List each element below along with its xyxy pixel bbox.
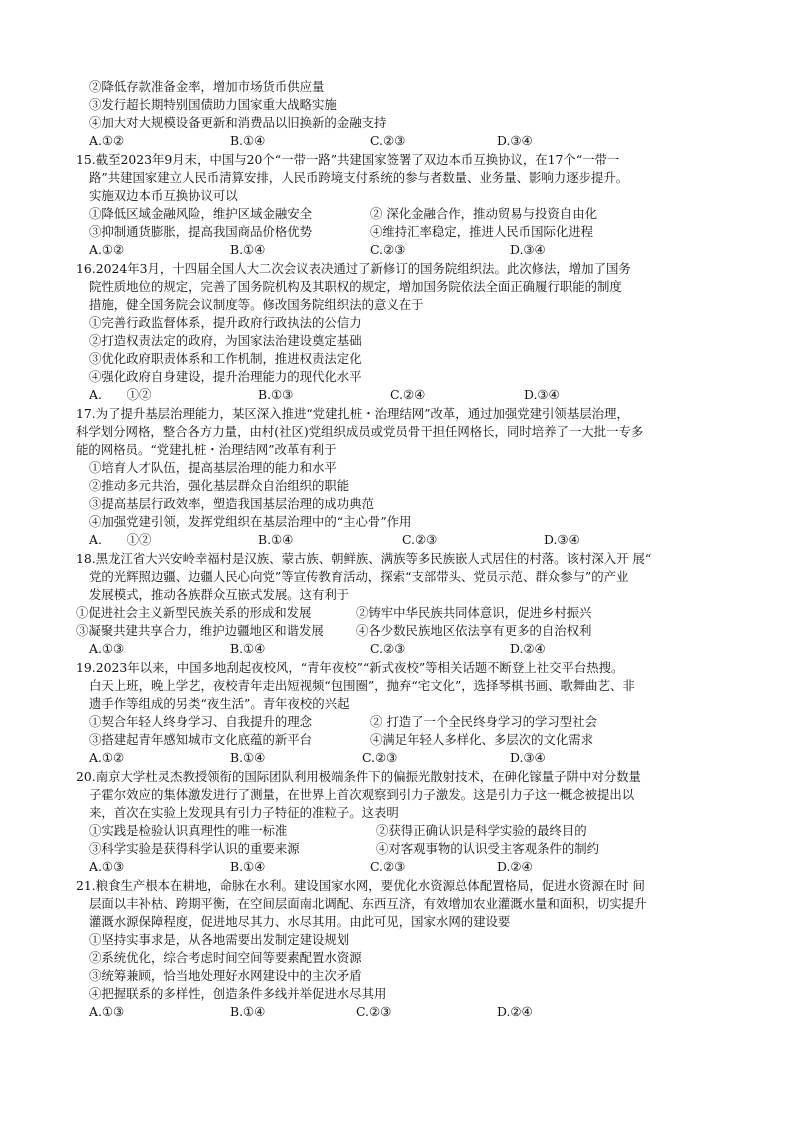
q21-statement-3: ③统筹兼顾，恰当地处理好水网建设中的主次矛盾: [89, 968, 362, 983]
q16-statement-3: ③优化政府职责体系和工作机制，推进权责法定化: [89, 351, 362, 366]
option-c: C.②③: [370, 859, 406, 874]
option-d: D.③④: [524, 387, 560, 402]
q17-statement-2: ②推动多元共治，强化基层群众自治组织的职能: [89, 478, 350, 493]
q20-statement-1: ①实践是检验认识真理性的唯一标准: [89, 823, 288, 838]
option-d: D.②④: [497, 1004, 533, 1019]
q20-stem-line-2: 子霍尔效应的集体激发进行了测量，在世界上首次观察到引力子激发。这是引力子这一概念被提出以: [89, 787, 635, 802]
q15-stem-line-1: 15.截至2023年9月末，中国与20个“一带一路”共建国家签署了双边本币互换协议，在17个“一带一: [76, 152, 620, 167]
option-d: D.③④: [510, 750, 546, 765]
q18-statement-3: ③凝聚共建共享合力，维护边疆地区和谐发展: [76, 623, 324, 638]
q15-statement-1: ①降低区域金融风险，维护区域金融安全: [89, 206, 313, 221]
q17-statement-4: ④加强党建引领，发挥党组织在基层治理中的“主心骨”作用: [89, 514, 412, 529]
q17-stem-line-3: 能的网格员。“党建扎桩・治理结网”改革有利于: [76, 442, 337, 457]
q16-stem-line-2: 院性质地位的规定，完善了国务院机构及其职权的规定，增加国务院依法全面正确履行职能的制度: [89, 279, 622, 294]
option-a: A.①③: [89, 1004, 125, 1019]
option-a: A.①③: [89, 859, 125, 874]
q17-stem-line-1: 17.为了提升基层治理能力，某区深入推进“党建扎桩・治理结网”改革，通过加强党建引领基层治理，: [76, 406, 629, 421]
q19-statement-3: ③搭建起青年感知城市文化底蕴的新平台: [89, 732, 313, 747]
q18-statement-1: ①促进社会主义新型民族关系的形成和发展: [76, 605, 312, 620]
q19-stem-line-3: 遗手作等组成的另类“夜生活”。青年夜校的兴起: [89, 696, 350, 711]
q16-stem-line-1: 16.2024年3月，十四届全国人大二次会议表决通过了新修订的国务院组织法。此次修法，增加了国务: [76, 261, 631, 276]
option-b: B.①④: [230, 750, 266, 765]
option-c: C.②④: [390, 387, 426, 402]
option-c: C.②③: [370, 133, 406, 148]
q19-stem-line-1: 19.2023年以来，中国多地刮起夜校风，“青年夜校”“新式夜校”等相关话题不断登上社交平台热搜。: [76, 660, 624, 675]
option-b: B.①④: [230, 641, 266, 656]
option-c: C.②③: [370, 641, 406, 656]
option-a: A.①②: [89, 750, 125, 765]
q18-statement-4: ④各少数民族地区依法享有更多的自治权利: [356, 623, 592, 638]
q21-statement-4: ④把握联系的多样性，创造条件多线并举促进水尽其用: [89, 986, 387, 1001]
option-a: A.①②: [89, 242, 125, 257]
option-d: D.③④: [510, 242, 546, 257]
q18-stem-line-1: 18.黑龙江省大兴安岭幸福村是汉族、蒙古族、朝鲜族、满族等多民族嵌人式居住的村落。该村深入开 展“: [76, 551, 652, 566]
q20-statement-3: ③科学实验是获得科学认识的重要来源: [89, 841, 300, 856]
q15-stem-line-3: 实施双边本币互换协议可以: [89, 188, 238, 203]
q18-statement-2: ②铸牢中华民族共同体意识，促进乡村振兴: [356, 605, 592, 620]
q17-stem-line-2: 科学划分网格，整合各方力量，由村(社区)党组织成员或党员骨干担任网格长，同时培养了一大批一专多: [76, 424, 644, 439]
option-a: A. ①②: [89, 387, 152, 402]
q16-statement-2: ②打造权责法定的政府，为国家法治建设奠定基础: [89, 333, 362, 348]
option-c: C.②③: [356, 1004, 392, 1019]
option-b: B.①④: [230, 1004, 266, 1019]
option-a: A.①③: [89, 641, 125, 656]
q15-statement-3: ③抑制通货膨胀，提高我国商品价格优势: [89, 224, 313, 239]
q19-stem-line-2: 白天上班，晚上学艺，夜校青年走出短视频“包围圈”，抛弃“宅文化”，选择琴棋书画、歌舞曲艺、非: [89, 678, 635, 693]
q19-statement-2: ② 打造了一个全民终身学习的学习型社会: [370, 714, 597, 729]
prev-statement-2: ②降低存款准备金率，增加市场货币供应量: [89, 79, 325, 94]
q19-statement-4: ④满足年轻人多样化、多层次的文化需求: [370, 732, 594, 747]
q16-statement-1: ①完善行政监督体系，提升政府行政执法的公信力: [89, 315, 362, 330]
option-b: B.①④: [230, 242, 266, 257]
q16-statement-4: ④强化政府自身建设，提升治理能力的现代化水平: [89, 369, 362, 384]
q20-stem-line-1: 20.南京大学杜灵杰教授领衔的国际团队利用极端条件下的偏振光散射技术，在砷化镓量子阱中对分数量: [76, 769, 641, 784]
option-a: A. ①②: [89, 532, 152, 547]
q20-stem-line-3: 来，首次在实验上发现具有引力子特征的准粒子。这表明: [89, 805, 399, 820]
q20-statement-2: ②获得正确认识是科学实验的最终目的: [376, 823, 587, 838]
q19-statement-1: ①契合年轻人终身学习、自我提升的理念: [89, 714, 313, 729]
option-c: C.②③: [402, 532, 438, 547]
q21-statement-2: ②系统优化，综合考虑时间空间等要素配置水资源: [89, 950, 362, 965]
q15-statement-4: ④维持汇率稳定，推进人民币国际化进程: [370, 224, 594, 239]
q18-stem-line-2: 党的光辉照边疆、边疆人民心向党”等宣传教育活动，探索“支部带头、党员示范、群众参与”的产业: [89, 569, 629, 584]
option-a: A.①②: [89, 133, 125, 148]
option-d: D.③④: [544, 532, 580, 547]
q20-statement-4: ④对客观事物的认识受主客观条件的制约: [376, 841, 600, 856]
option-b: B.①④: [258, 532, 294, 547]
option-b: B.①③: [258, 387, 294, 402]
q17-statement-1: ①培育人才队伍，提高基层治理的能力和水平: [89, 460, 337, 475]
option-d: D.②④: [497, 859, 533, 874]
q18-stem-line-3: 发展模式，推动各族群众互嵌式发展。这有利于: [89, 587, 350, 602]
q17-statement-3: ③提高基层行政效率，塑造我国基层治理的成功典范: [89, 496, 374, 511]
prev-statement-3: ③发行超长期特别国债助力国家重大战略实施: [89, 97, 337, 112]
q16-stem-line-3: 措施，健全国务院会议制度等。修改国务院组织法的意义在于: [89, 297, 424, 312]
option-c: C.②③: [362, 750, 398, 765]
option-d: D.②④: [510, 641, 546, 656]
option-b: B.①④: [230, 859, 266, 874]
q21-stem-line-1: 21.粮食生产根本在耕地，命脉在水利。建设国家水网，要优化水资源总体配置格局，促进水资源在时 间: [76, 878, 645, 893]
q15-statement-2: ② 深化金融合作，推动贸易与投资自由化: [370, 206, 597, 221]
q21-statement-1: ①坚持实事求是，从各地需要出发制定建设规划: [89, 932, 350, 947]
q21-stem-line-2: 层面以丰补枯、跨期平衡，在空间层面南北调配、东西互济，有效增加农业灌溉水量和面积，切实提升: [89, 896, 647, 911]
q15-stem-line-2: 路”共建国家建立人民币清算安排，人民币跨境支付系统的参与者数量、业务量、影响力逐步提升。: [89, 170, 629, 185]
option-c: C.②③: [370, 242, 406, 257]
option-b: B.①④: [230, 133, 266, 148]
prev-statement-4: ④加大对大规模设备更新和消费品以旧换新的金融支持: [89, 115, 387, 130]
q21-stem-line-3: 灌溉水源保障程度，促进地尽其力、水尽其用。由此可见，国家水网的建设要: [89, 914, 511, 929]
option-d: D.③④: [497, 133, 533, 148]
